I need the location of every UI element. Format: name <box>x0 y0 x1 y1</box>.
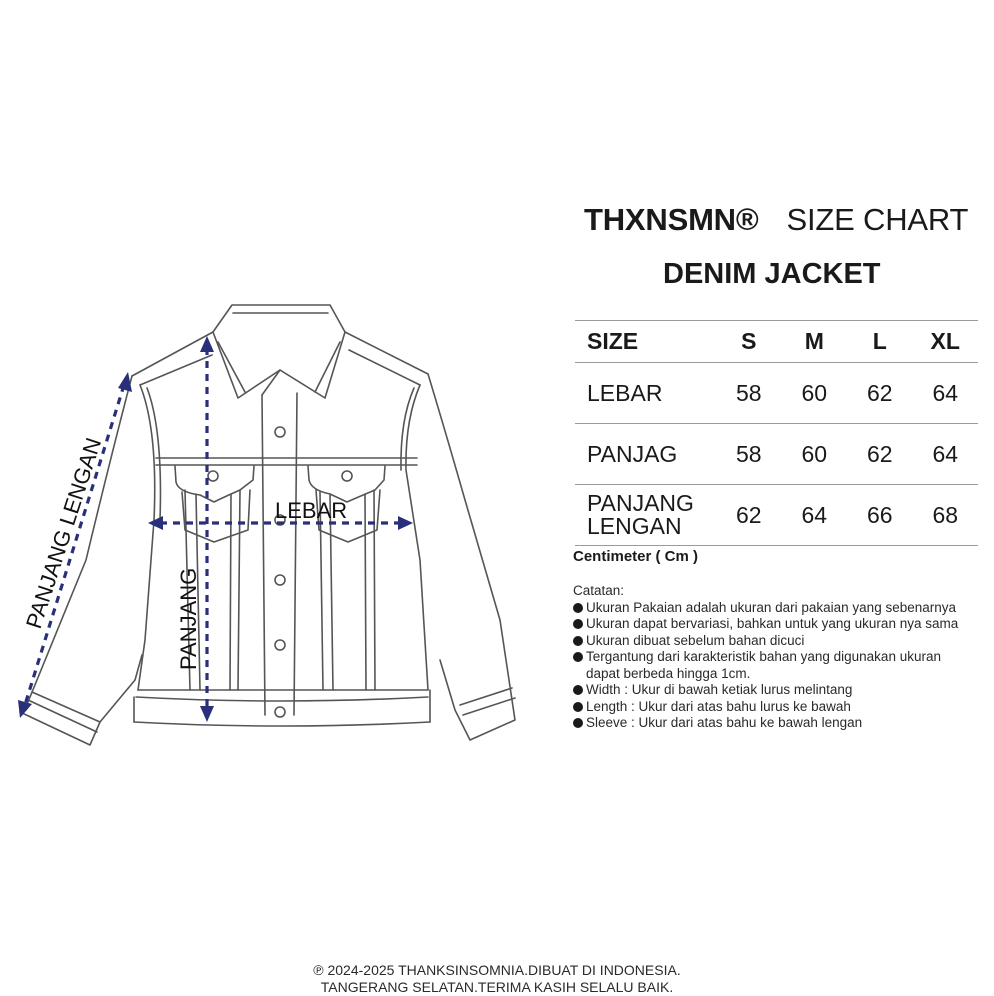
bullet-icon <box>573 603 583 613</box>
length-label: PANJANG <box>176 567 201 670</box>
list-item <box>573 715 958 732</box>
jacket-outline <box>20 305 515 745</box>
footer <box>0 962 994 996</box>
chart-title: SIZE CHART <box>786 202 969 237</box>
brand-name: THXNSMN® <box>584 202 759 237</box>
width-label: LEBAR <box>275 498 348 523</box>
page-title <box>584 202 968 238</box>
arrow-up-icon <box>118 372 132 392</box>
note-text: Ukuran Pakaian adalah ukuran dari pakaian yang sebenarnya <box>586 599 957 615</box>
column-header-xl: XL <box>930 328 960 354</box>
bullet-icon <box>573 636 583 646</box>
bullet-icon <box>573 652 583 662</box>
column-header-l: L <box>872 328 887 354</box>
table-cell: 58 <box>735 440 762 467</box>
bullet-icon <box>573 619 583 629</box>
column-header-s: S <box>741 328 757 354</box>
list-item <box>573 633 958 650</box>
notes-section <box>573 583 958 732</box>
bullet-icon <box>573 702 583 712</box>
column-header-m: M <box>804 328 824 354</box>
table-header-row <box>575 321 978 363</box>
bullet-icon <box>573 718 583 728</box>
measure-lines <box>24 348 400 710</box>
table-cell: 60 <box>801 440 828 467</box>
row-label <box>575 485 716 546</box>
note-text: Sleeve : Ukur dari atas bahu ke bawah lengan <box>586 715 863 730</box>
note-text: Length : Ukur dari atas bahu lurus ke bawah <box>586 698 851 714</box>
list-item <box>573 616 958 633</box>
table-row <box>575 485 978 546</box>
product-name: DENIM JACKET <box>663 258 881 290</box>
table-cell: 68 <box>932 501 959 528</box>
list-item <box>573 699 958 716</box>
arrow-right-icon <box>398 516 413 530</box>
note-text: Width : Ukur di bawah ketiak lurus melintang <box>586 682 853 697</box>
table-cell: 58 <box>735 379 762 406</box>
row-label: PANJAG <box>587 440 678 467</box>
note-text-continuation: dapat berbeda hingga 1cm. <box>586 665 751 681</box>
table-cell: 62 <box>866 440 893 467</box>
footer-line-1: ℗ 2024-2025 THANKSINSOMNIA.DIBUAT DI INDONESIA. <box>313 962 681 978</box>
sleeve-label: PANJANG LENGAN <box>20 434 107 632</box>
sleeve-measure-line <box>24 385 124 708</box>
column-header-size: SIZE <box>587 328 639 354</box>
table-cell: 62 <box>866 379 893 406</box>
table-cell: 66 <box>866 501 893 528</box>
list-item <box>573 649 958 682</box>
table-cell: 60 <box>801 379 828 406</box>
bullet-icon <box>573 685 583 695</box>
note-text: Ukuran dapat bervariasi, bahkan untuk yang ukuran nya sama <box>586 616 959 631</box>
list-item <box>573 600 958 617</box>
note-text: Tergantung dari karakteristik bahan yang digunakan ukuran <box>586 649 941 664</box>
table-cell: 62 <box>735 501 762 528</box>
table-cell: 64 <box>801 501 828 528</box>
list-item <box>573 682 958 699</box>
notes-list <box>573 600 958 732</box>
arrow-down-icon <box>200 706 214 722</box>
row-label-line1: PANJANG <box>587 490 694 516</box>
arrow-left-icon <box>148 516 163 530</box>
table-cell: 64 <box>932 379 959 406</box>
table-row <box>575 424 978 485</box>
row-label: LEBAR <box>587 379 663 406</box>
note-text: Ukuran dibuat sebelum bahan dicuci <box>586 632 805 648</box>
table-cell: 64 <box>932 440 959 467</box>
notes-title: Catatan: <box>573 583 625 598</box>
size-table <box>575 320 978 546</box>
footer-line-2: TANGERANG SELATAN.TERIMA KASIH SELALU BAIK. <box>320 979 674 995</box>
table-row <box>575 363 978 424</box>
arrow-down-icon <box>18 700 32 718</box>
unit-label: Centimeter ( Cm ) <box>573 548 699 565</box>
row-label-line2: LENGAN <box>587 513 682 539</box>
